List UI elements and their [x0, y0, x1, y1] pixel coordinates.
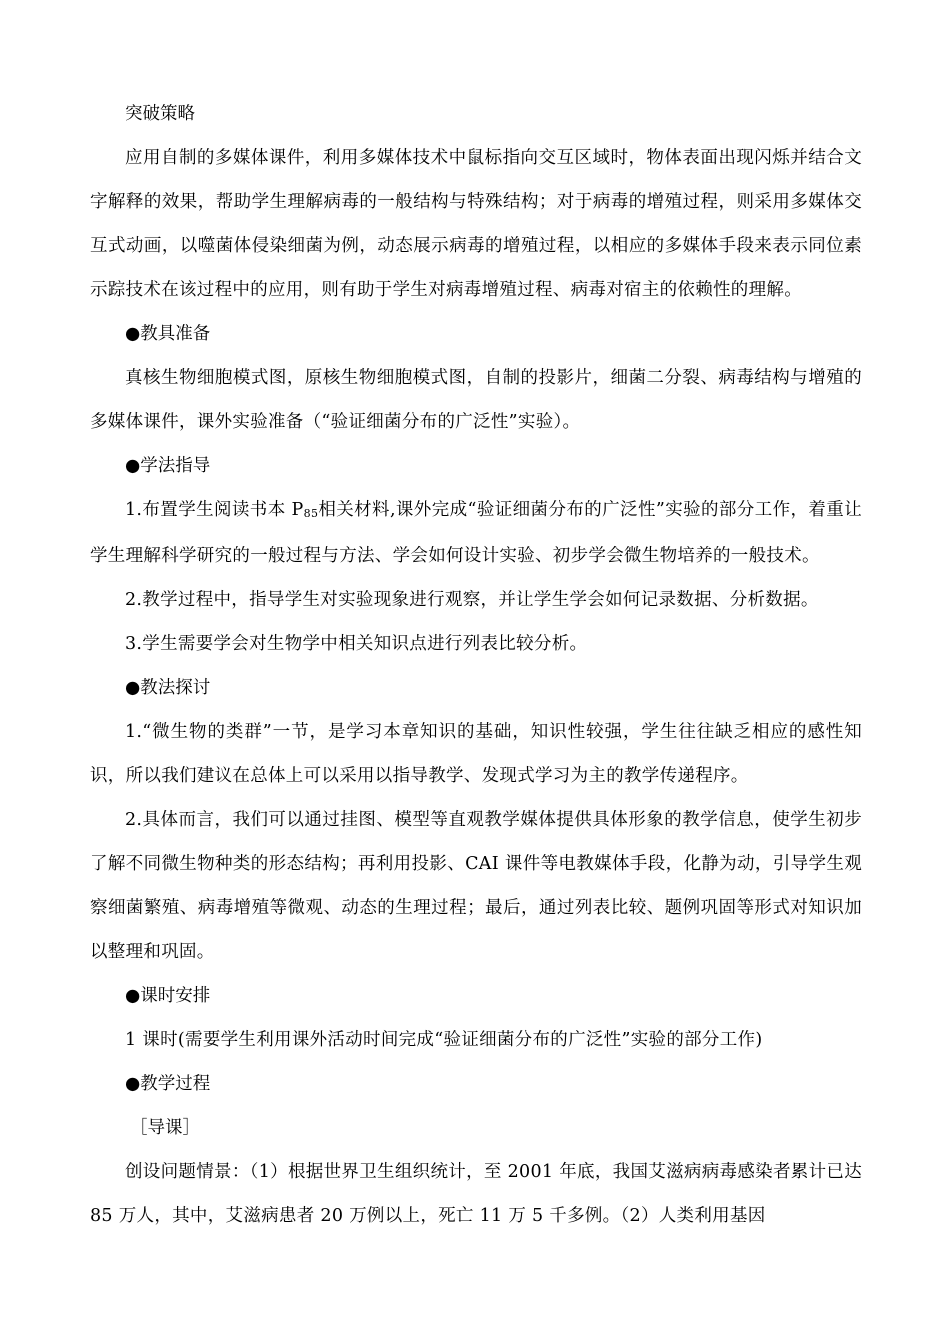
study-guide-item-2: 2.教学过程中，指导学生对实验现象进行观察，并让学生学会如何记录数据、分析数据。: [125, 590, 819, 610]
process-intro-label: ［导课］: [130, 1118, 200, 1138]
paragraph-process: 创设问题情景：（1）根据世界卫生组织统计，至 2001 年底，我国艾滋病病毒感染者累计已达 85 万人，其中，艾滋病患者 20 万例以上，死亡 11 万 5 千多例。（2）人类利用基因: [90, 1162, 862, 1226]
study-guide-item-1: [90, 488, 862, 578]
document-page: [90, 92, 862, 1238]
paragraph-schedule: 1 课时(需要学生利用课外活动时间完成“验证细菌分布的广泛性”实验的部分工作): [125, 1030, 763, 1050]
teaching-method-item-1: 1.“微生物的类群”一节，是学习本章知识的基础，知识性较强，学生往往缺乏相应的感性知识，所以我们建议在总体上可以采用以指导教学、发现式学习为主的教学传递程序。: [90, 722, 862, 786]
section-title-equipment: ●教具准备: [125, 324, 211, 344]
section-title-study-guide: ●学法指导: [125, 456, 211, 476]
study-guide-item-1-post: 相关材料,课外完成“验证细菌分布的广泛性”实验的部分工作，着重让学生理解科学研究的一般过程与方法、学会如何设计实验、初步学会微生物培养的一般技术。: [90, 500, 862, 566]
teaching-method-item-2: 2.具体而言，我们可以通过挂图、模型等直观教学媒体提供具体形象的教学信息，使学生初步了解不同微生物种类的形态结构；再利用投影、CAI 课件等电教媒体手段，化静为动，引导学生观察细菌繁殖、病毒增殖等微观、动态的生理过程；最后，通过列表比较、题例巩固等形式对知识加以整理和巩固。: [90, 810, 862, 962]
section-title-schedule: ●课时安排: [125, 986, 211, 1006]
paragraph-equipment: 真核生物细胞模式图，原核生物细胞模式图，自制的投影片，细菌二分裂、病毒结构与增殖的多媒体课件，课外实验准备（“验证细菌分布的广泛性”实验）。: [90, 368, 862, 432]
study-guide-item-1-pre: 1.布置学生阅读书本 P: [125, 500, 304, 520]
section-title-process: ●教学过程: [125, 1074, 211, 1094]
section-title-breakthrough: 突破策略: [125, 104, 195, 124]
section-title-teaching-method: ●教法探讨: [125, 678, 211, 698]
page-number-subscript: 85: [303, 507, 319, 520]
study-guide-item-3: 3.学生需要学会对生物学中相关知识点进行列表比较分析。: [125, 634, 588, 654]
paragraph-breakthrough: 应用自制的多媒体课件，利用多媒体技术中鼠标指向交互区域时，物体表面出现闪烁并结合文字解释的效果，帮助学生理解病毒的一般结构与特殊结构；对于病毒的增殖过程，则采用多媒体交互式动画，以噬菌体侵染细菌为例，动态展示病毒的增殖过程，以相应的多媒体手段来表示同位素示踪技术在该过程中的应用，则有助于学生对病毒增殖过程、病毒对宿主的依赖性的理解。: [90, 148, 862, 300]
